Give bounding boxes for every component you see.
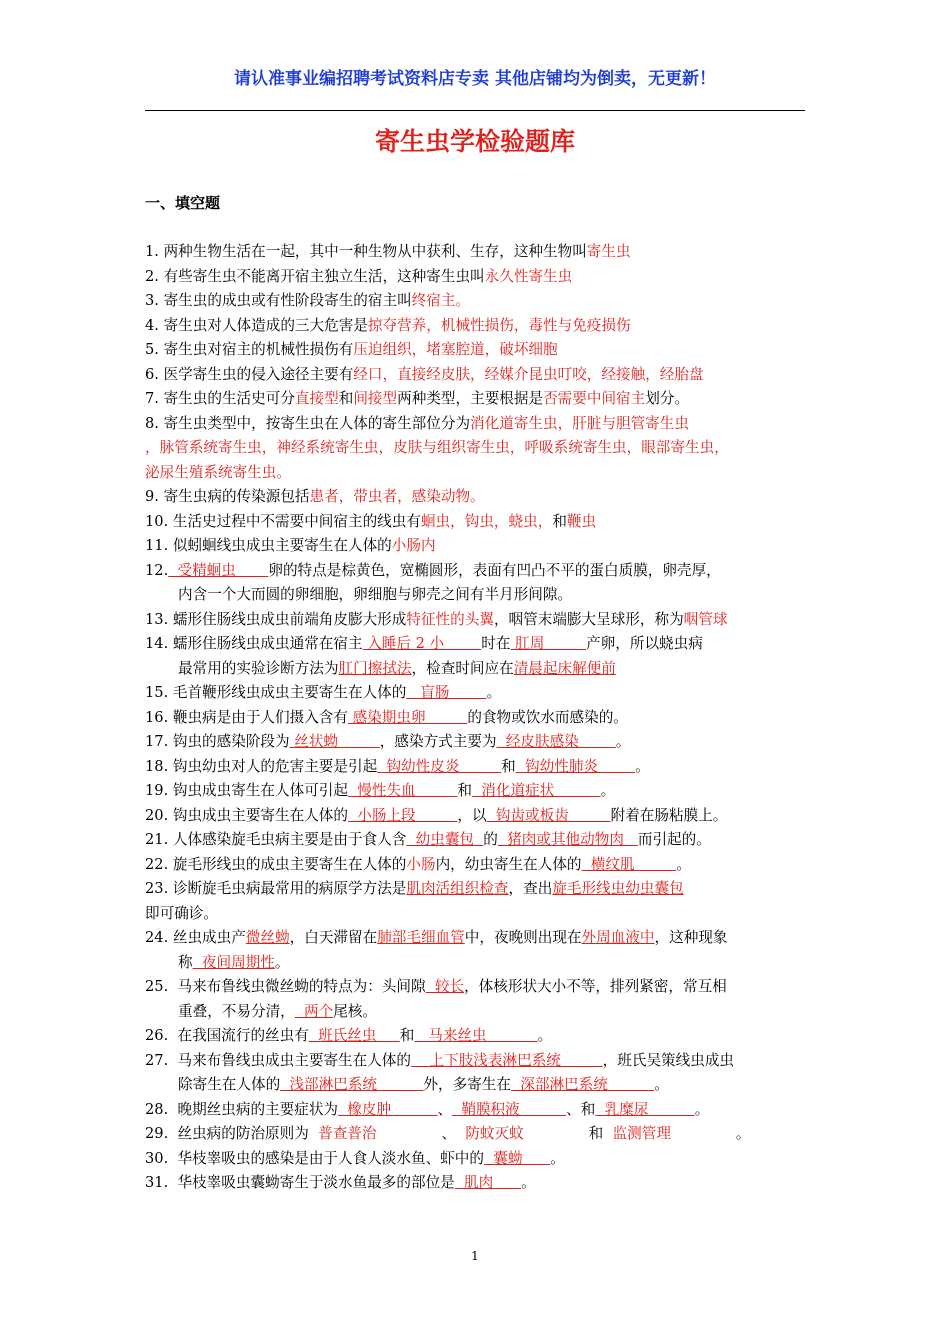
answer: 寄生虫 (586, 243, 631, 260)
answer: 终宿主。 (411, 292, 471, 309)
question-8-continued: ，脉管系统寄生虫，神经系统寄生虫，皮肤与组织寄生虫，呼吸系统寄生虫，眼部寄生虫， (145, 439, 729, 456)
question-14: 14. 蠕形住肠线虫成虫通常在宿主 入睡后 2 小 时在 肛周 产卵，所以蛲虫病 (145, 635, 703, 652)
question-5: 5. 寄生虫对宿主的机械性损伤有压迫组织，堵塞腔道，破坏细胞 (145, 341, 558, 358)
answer: 普查普治 (308, 1125, 442, 1142)
answer-blank: 橡皮肿 (338, 1100, 438, 1118)
store-notice: 请认准事业编招聘考试资料店专卖 其他店铺均为倒卖，无更新！ (234, 69, 716, 89)
question-6: 6. 医学寄生虫的侵入途径主要有经口，直接经皮肤，经媒介昆虫叮咬，经接触，经胎盘 (145, 365, 704, 383)
answer-blank: 浅部淋巴系统 (280, 1076, 424, 1093)
answer-blank: 鞘膜积液 (452, 1100, 567, 1118)
answer-blank: 横纹肌 (581, 855, 677, 873)
answer-blank: 夜间周期性 (192, 953, 275, 971)
header-divider (145, 110, 805, 111)
answer: 蛔虫，钩虫，蛲虫， (420, 512, 553, 530)
question-8: 8. 寄生虫类型中，按寄生虫在人体的寄生部位分为消化道寄生虫，肝脏与胆管寄生虫 (145, 414, 689, 432)
answer-blank: 受精蛔虫 (168, 561, 269, 579)
answer: 肺部毛细血管 (377, 929, 465, 946)
answer-blank: 慢性失血 (347, 782, 458, 799)
answer-blank: 较长 (425, 978, 465, 995)
answer: 清晨起床解便前 (513, 659, 616, 677)
answer: 压迫组织，堵塞腔道，破坏细胞 (353, 341, 558, 358)
question-list (145, 240, 809, 1196)
answer-blank: 感染期虫卵 (347, 708, 468, 726)
answer: 监测管理 (603, 1125, 736, 1142)
answer-blank: 班氏丝虫 (308, 1027, 400, 1044)
answer: 肌肉活组织检查 (406, 880, 509, 897)
question-1: 1. 两种生物生活在一起，其中一种生物从中获利、生存，这种生物叫寄生虫 (145, 243, 631, 260)
question-26: 26. 在我国流行的丝虫有 班氏丝虫 和 马来丝虫 。 (145, 1027, 553, 1044)
question-10: 10. 生活史过程中不需要中间宿主的线虫有蛔虫，钩虫，蛲虫，和鞭虫 (145, 512, 597, 530)
answer: 鞭虫 (566, 512, 597, 530)
question-27-continued: 除寄生在人体的 浅部淋巴系统 外，多寄生在 深部淋巴系统 。 (178, 1076, 669, 1093)
question-19: 19. 钩虫成虫寄生在人体可引起 慢性失血 和 消化道症状 。 (145, 782, 616, 799)
answer: 外周血液中 (581, 929, 655, 946)
answer: 掠夺营养，机械性损伤，毒性与免疫损伤 (367, 316, 631, 334)
question-12: 12. 受精蛔虫 卵的特点是棕黄色，宽椭圆形，表面有凹凸不平的蛋白质膜，卵壳厚， (145, 561, 721, 579)
answer: 咽管球 (683, 610, 728, 628)
answer: 否需要中间宿主 (543, 390, 646, 407)
answer: 经口，直接经皮肤，经媒介昆虫叮咬，经接触，经胎盘 (353, 365, 704, 383)
answer-blank: 盲肠 (406, 684, 487, 701)
question-29: 29. 丝虫病的防治原则为 普查普治 、 防蚊灭蚊 和 监测管理 。 (145, 1125, 751, 1142)
answer-blank: 马来丝虫 (414, 1027, 538, 1044)
answer: 直接型 (294, 390, 339, 407)
answer-blank: 深部淋巴系统 (510, 1076, 655, 1093)
answer-blank: 钩齿或板齿 (486, 806, 611, 824)
question-13: 13. 蠕形住肠线虫成虫前端角皮膨大形成特征性的头翼，咽管末端膨大呈球形，称为咽管球 (145, 610, 728, 628)
question-25-continued: 重叠，不易分清， 两个尾核。 (178, 1002, 378, 1020)
question-11: 11. 似蚓蛔线虫成虫主要寄生在人体的小肠内 (145, 537, 436, 554)
question-31: 31. 华枝睾吸虫囊蚴寄生于淡水鱼最多的部位是 肌肉 。 (145, 1174, 536, 1191)
answer-blank: 消化道症状 (472, 782, 601, 799)
answer: 防蚊灭蚊 (456, 1125, 589, 1142)
answer-blank: 猪肉或其他动物肉 (497, 831, 638, 848)
answer: 旋毛形线虫幼虫囊包 (552, 880, 684, 897)
question-25: 25. 马来布鲁线虫微丝蚴的特点为：头间隙 较长，体核形状大小不等，排列紧密，常互相 (145, 978, 727, 995)
question-4: 4. 寄生虫对人体造成的三大危害是掠夺营养，机械性损伤，毒性与免疫损伤 (145, 316, 631, 334)
question-12-continued: 内含一个大而圆的卵细胞，卵细胞与卵壳之间有半月形间隙。 (178, 586, 573, 603)
answer: 特征性的头翼 (406, 610, 494, 628)
question-7: 7. 寄生虫的生活史可分直接型和间接型两种类型，主要根据是否需要中间宿主划分。 (145, 390, 690, 407)
answer: 患者，带虫者，感染动物。 (309, 488, 485, 505)
question-2: 2. 有些寄生虫不能离开宿主独立生活，这种寄生虫叫永久性寄生虫 (145, 267, 573, 285)
answer: 永久性寄生虫 (484, 267, 573, 285)
question-23-continued: 即可确诊。 (145, 904, 218, 922)
question-28: 28. 晚期丝虫病的主要症状为 橡皮肿 、 鞘膜积液 、和 乳糜尿 。 (145, 1100, 710, 1118)
answer: 微丝蚴 (245, 929, 290, 946)
question-20: 20. 钩虫成虫主要寄生在人体的 小肠上段 ，以 钩齿或板齿 附着在肠粘膜上。 (145, 806, 728, 824)
answer-blank: 丝状蚴 (289, 733, 380, 750)
answer-blank: 两个 (294, 1002, 334, 1020)
question-30: 30. 华枝睾吸虫的感染是由于人食人淡水鱼、虾中的 囊蚴 。 (145, 1149, 565, 1167)
answer-blank: 幼虫囊包 (406, 831, 484, 848)
answer: 小肠 (406, 855, 436, 873)
answer-blank: 肛周 (510, 635, 587, 652)
section-heading: 一、填空题 (145, 194, 221, 212)
question-18: 18. 钩虫幼虫对人的危害主要是引起 钩幼性皮炎 和 钩幼性肺炎 。 (145, 757, 650, 775)
question-8-continued: 泌尿生殖系统寄生虫。 (145, 463, 291, 481)
question-16: 16. 鞭虫病是由于人们摄入含有 感染期虫卵 的食物或饮水而感染的。 (145, 708, 628, 726)
answer-blank: 钩幼性肺炎 (515, 757, 636, 775)
page-number: 1 (471, 1249, 479, 1263)
answer-blank: 小肠上段 (347, 806, 458, 824)
answer: 消化道寄生虫，肝脏与胆管寄生虫 (470, 414, 689, 432)
answer: 小肠内 (391, 537, 436, 554)
answer-blank: 经皮肤感染 (496, 733, 616, 750)
question-22: 22. 旋毛形线虫的成虫主要寄生在人体的小肠内，幼虫寄生在人体的 横纹肌 。 (145, 855, 691, 873)
question-14-continued: 最常用的实验诊断方法为肛门擦拭法，检查时间应在清晨起床解便前 (178, 659, 616, 677)
answer-blank: 钩幼性皮炎 (377, 757, 502, 775)
answer: 肛门擦拭法 (338, 659, 412, 677)
question-24: 24. 丝虫成虫产微丝蚴，白天滞留在肺部毛细血管中，夜晚则出现在外周血液中，这种现象 (145, 929, 728, 946)
answer-blank: 入睡后 2 小 (362, 635, 482, 652)
question-3: 3. 寄生虫的成虫或有性阶段寄生的宿主叫终宿主。 (145, 292, 471, 309)
question-23: 23. 诊断旋毛虫病最常用的病原学方法是肌肉活组织检查，查出旋毛形线虫幼虫囊包 (145, 880, 684, 897)
question-27: 27. 马来布鲁线虫成虫主要寄生在人体的 上下肢浅表淋巴系统 ，班氏吴策线虫成虫 (145, 1051, 735, 1069)
question-15: 15. 毛首鞭形线虫成虫主要寄生在人体的 盲肠 。 (145, 684, 502, 701)
answer-blank: 上下肢浅表淋巴系统 (411, 1051, 603, 1069)
answer-blank: 囊蚴 (483, 1149, 551, 1167)
question-24-continued: 称 夜间周期性。 (178, 953, 290, 971)
answer: 间接型 (353, 390, 398, 407)
answer-blank: 乳糜尿 (595, 1100, 695, 1118)
question-17: 17. 钩虫的感染阶段为 丝状蚴 ，感染方式主要为 经皮肤感染 。 (145, 733, 631, 750)
question-9: 9. 寄生虫病的传染源包括患者，带虫者，感染动物。 (145, 488, 485, 505)
answer-blank: 肌肉 (454, 1174, 522, 1191)
document-title: 寄生虫学检验题库 (374, 127, 575, 156)
question-21: 21. 人体感染旋毛虫病主要是由于食人含 幼虫囊包 的 猪肉或其他动物肉 而引起的。 (145, 831, 711, 848)
